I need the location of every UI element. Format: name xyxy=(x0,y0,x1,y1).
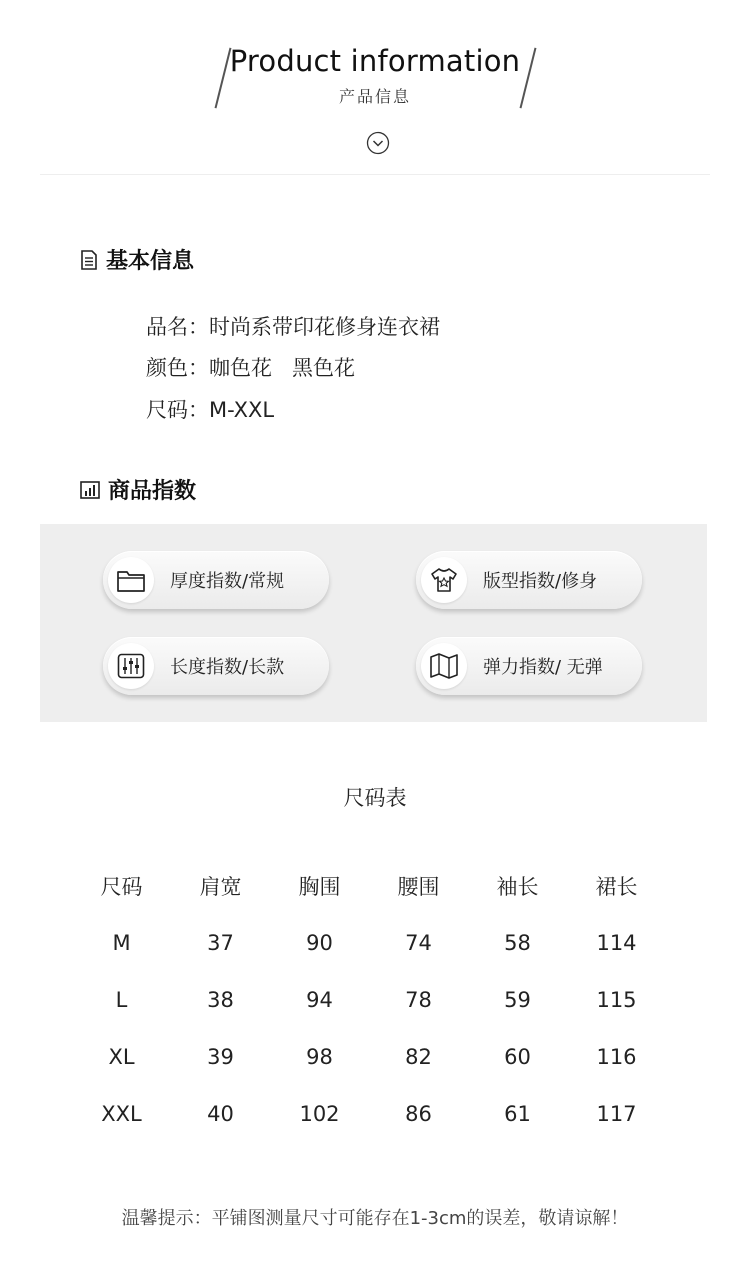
table-cell: 39 xyxy=(207,1044,234,1069)
table-row xyxy=(72,914,666,971)
table-cell: 116 xyxy=(596,1044,637,1069)
basic-info-title: 基本信息 xyxy=(106,249,195,274)
size-table-header: 尺码 xyxy=(100,874,143,899)
table-cell: 38 xyxy=(207,987,234,1012)
table-cell: 82 xyxy=(405,1044,432,1069)
folder-icon xyxy=(116,567,146,593)
measurement-tip: 温馨提示：平铺图测量尺寸可能存在1-3cm的误差，敬请谅解！ xyxy=(121,1208,629,1229)
table-cell: 58 xyxy=(504,930,531,955)
tshirt-icon xyxy=(429,566,459,594)
product-index-heading xyxy=(80,474,196,505)
document-icon xyxy=(80,250,98,270)
table-cell: 40 xyxy=(207,1101,234,1126)
basic-info-heading xyxy=(80,244,194,275)
info-line-color: 颜色：咖色花 黑色花 xyxy=(146,356,356,380)
table-cell: 102 xyxy=(299,1101,340,1126)
info-line-product-name: 品名：时尚系带印花修身连衣裙 xyxy=(146,315,440,339)
table-cell: 90 xyxy=(306,930,333,955)
table-cell: 61 xyxy=(504,1101,531,1126)
size-table-header: 袖长 xyxy=(496,874,539,899)
table-cell: 114 xyxy=(596,930,637,955)
page-subtitle: 产品信息 xyxy=(338,87,411,106)
table-cell: XXL xyxy=(101,1101,142,1126)
index-pill-fit xyxy=(416,551,642,609)
header-divider xyxy=(40,174,710,175)
sliders-icon xyxy=(117,653,145,679)
size-table-header: 腰围 xyxy=(397,874,440,899)
index-pill-length xyxy=(103,637,329,695)
table-cell: 60 xyxy=(504,1044,531,1069)
bar-chart-icon xyxy=(80,481,100,499)
index-label-fit: 版型指数/修身 xyxy=(483,571,598,592)
index-label-elasticity: 弹力指数/ 无弹 xyxy=(483,657,603,678)
index-icon-circle xyxy=(108,557,154,603)
size-table-header-row xyxy=(72,857,666,914)
table-cell: XL xyxy=(108,1044,135,1069)
table-cell: 115 xyxy=(596,987,637,1012)
info-line-size: 尺码：M-XXL xyxy=(146,398,275,422)
index-label-thickness: 厚度指数/常规 xyxy=(170,571,285,592)
index-icon-circle xyxy=(108,643,154,689)
index-pill-elasticity xyxy=(416,637,642,695)
size-table xyxy=(72,857,666,1142)
product-index-panel xyxy=(40,524,707,722)
size-table-header: 裙长 xyxy=(595,874,638,899)
table-cell: 86 xyxy=(405,1101,432,1126)
size-table-title: 尺码表 xyxy=(343,786,407,810)
index-label-length: 长度指数/长款 xyxy=(170,657,285,678)
map-fold-icon xyxy=(429,652,459,680)
table-cell: M xyxy=(112,930,131,955)
index-pill-thickness xyxy=(103,551,329,609)
table-cell: 37 xyxy=(207,930,234,955)
table-cell: L xyxy=(115,987,128,1012)
table-cell: 78 xyxy=(405,987,432,1012)
table-row xyxy=(72,1085,666,1142)
table-cell: 98 xyxy=(306,1044,333,1069)
table-cell: 74 xyxy=(405,930,432,955)
table-row xyxy=(72,1028,666,1085)
table-cell: 117 xyxy=(596,1101,637,1126)
page-title: Product information xyxy=(229,44,521,78)
index-icon-circle xyxy=(421,643,467,689)
product-index-title: 商品指数 xyxy=(108,479,197,504)
size-table-header: 胸围 xyxy=(298,874,341,899)
table-row xyxy=(72,971,666,1028)
table-cell: 94 xyxy=(306,987,333,1012)
chevron-down-icon xyxy=(366,131,390,155)
table-cell: 59 xyxy=(504,987,531,1012)
index-icon-circle xyxy=(421,557,467,603)
size-table-header: 肩宽 xyxy=(199,874,242,899)
